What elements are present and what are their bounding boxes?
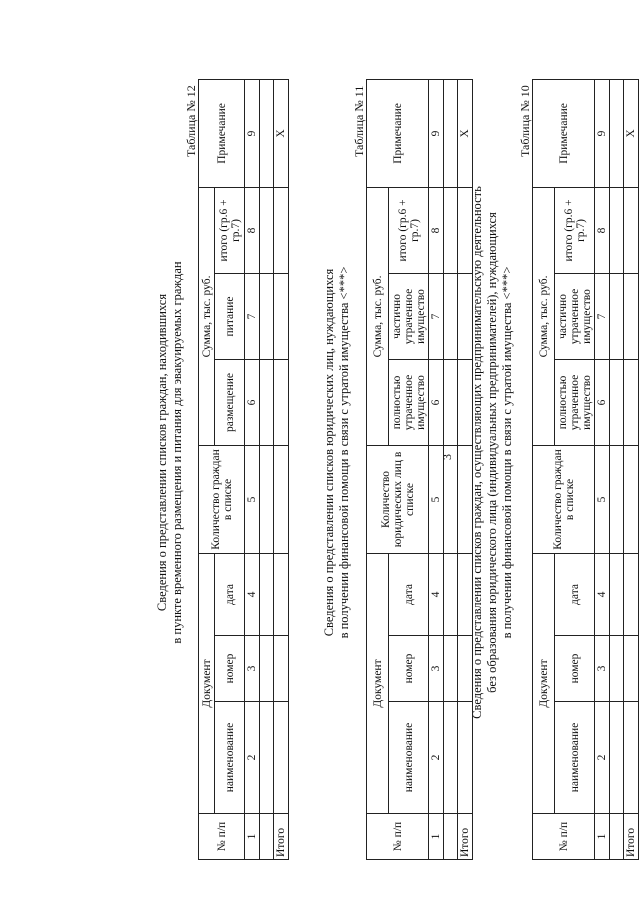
empty-cell	[458, 636, 473, 702]
empty-cell	[610, 814, 624, 860]
empty-cell	[444, 359, 458, 445]
hdr-name: наименование	[389, 702, 429, 814]
hdr-note: Примечание	[199, 79, 245, 187]
empty-cell	[610, 702, 624, 814]
hdr-sum: Сумма, тыс. руб.	[367, 187, 389, 445]
hdr-count: Количество граждан в списке	[533, 445, 595, 553]
empty-cell	[260, 273, 274, 359]
empty-cell	[274, 636, 289, 702]
hdr-partial: питание	[215, 273, 245, 359]
empty-cell	[274, 445, 289, 553]
empty-cell	[260, 445, 274, 553]
col-number: 5	[245, 445, 260, 553]
hdr-num: № п/п	[199, 814, 245, 860]
col-number: 3	[595, 636, 610, 702]
empty-cell	[610, 273, 624, 359]
col-number: 3	[245, 636, 260, 702]
col-number: 8	[245, 187, 260, 273]
empty-cell	[260, 636, 274, 702]
section3-table	[198, 79, 289, 860]
col-number: 8	[429, 187, 444, 273]
col-number: 3	[429, 636, 444, 702]
col-number: 7	[429, 273, 444, 359]
section3-title-line-1: Сведения о представлении списков граждан, находившихся	[155, 293, 169, 612]
empty-cell	[274, 273, 289, 359]
section2-title-line-2: в получении финансовой помощи в связи с утратой имущества <***>	[337, 266, 351, 639]
empty-cell	[624, 359, 639, 445]
col-number: 4	[429, 553, 444, 635]
empty-cell	[610, 636, 624, 702]
empty-cell	[260, 553, 274, 635]
col-number: 4	[245, 553, 260, 635]
total-mark: X	[274, 79, 289, 187]
hdr-sum: Сумма, тыс. руб.	[199, 187, 215, 445]
col-number: 6	[245, 359, 260, 445]
empty-cell	[624, 187, 639, 273]
total-label: Итого	[624, 814, 639, 860]
empty-cell	[260, 359, 274, 445]
hdr-document: Документ	[367, 553, 389, 813]
total-label: Итого	[274, 814, 289, 860]
col-number: 7	[245, 273, 260, 359]
col-number: 5	[595, 445, 610, 553]
col-number: 4	[595, 553, 610, 635]
empty-cell	[624, 553, 639, 635]
col-number: 9	[429, 79, 444, 187]
page-number: 3	[440, 454, 454, 460]
hdr-note: Примечание	[533, 79, 595, 187]
hdr-number: номер	[215, 636, 245, 702]
section2-table-label: Таблица № 11	[352, 85, 366, 157]
section3-title-line-2: в пункте временного размещения и питания для эвакуируемых граждан	[170, 261, 184, 644]
empty-cell	[444, 273, 458, 359]
section1-table-label: Таблица № 10	[518, 85, 532, 157]
col-number: 7	[595, 273, 610, 359]
hdr-num: № п/п	[367, 814, 429, 860]
hdr-partial: частично утраченное имущество	[555, 273, 595, 359]
hdr-total: итого (гр.6 + гр.7)	[389, 187, 429, 273]
empty-cell	[260, 79, 274, 187]
col-number: 6	[595, 359, 610, 445]
section1-table	[532, 79, 639, 860]
hdr-document: Документ	[533, 553, 555, 813]
hdr-date: дата	[215, 553, 245, 635]
empty-cell	[610, 187, 624, 273]
empty-cell	[458, 273, 473, 359]
col-number: 9	[245, 79, 260, 187]
empty-cell	[624, 702, 639, 814]
empty-cell	[260, 187, 274, 273]
section1-title-line-1: Сведения о представлении списков граждан, осуществляющих предпринимательскую деятельность	[470, 186, 484, 719]
hdr-count: Количество граждан в списке	[199, 445, 245, 553]
section1-title-line-2: без образования юридического лица (индивидуальных предпринимателей), нуждающихся	[485, 212, 499, 693]
empty-cell	[624, 636, 639, 702]
empty-cell	[458, 553, 473, 635]
section1-title-line-3: в получении финансовой помощи в связи с утратой имущества <***>	[500, 266, 514, 639]
empty-cell	[274, 359, 289, 445]
empty-cell	[274, 553, 289, 635]
hdr-name: наименование	[555, 702, 595, 814]
empty-cell	[444, 702, 458, 814]
empty-cell	[458, 187, 473, 273]
col-number: 9	[595, 79, 610, 187]
hdr-partial: частично утраченное имущество	[389, 273, 429, 359]
col-number: 1	[245, 814, 260, 860]
empty-cell	[610, 445, 624, 553]
total-mark: X	[624, 79, 639, 187]
empty-cell	[624, 445, 639, 553]
col-number: 8	[595, 187, 610, 273]
hdr-num: № п/п	[533, 814, 595, 860]
empty-cell	[444, 187, 458, 273]
empty-cell	[260, 814, 274, 860]
empty-cell	[444, 445, 458, 553]
total-label: Итого	[458, 814, 473, 860]
hdr-date: дата	[555, 553, 595, 635]
col-number: 2	[595, 702, 610, 814]
hdr-number: номер	[389, 636, 429, 702]
col-number: 2	[245, 702, 260, 814]
empty-cell	[274, 187, 289, 273]
empty-cell	[610, 553, 624, 635]
hdr-sum: Сумма, тыс. руб.	[533, 187, 555, 445]
empty-cell	[444, 814, 458, 860]
hdr-number: номер	[555, 636, 595, 702]
empty-cell	[458, 702, 473, 814]
empty-cell	[624, 273, 639, 359]
empty-cell	[458, 359, 473, 445]
col-number: 1	[595, 814, 610, 860]
empty-cell	[444, 553, 458, 635]
hdr-date: дата	[389, 553, 429, 635]
hdr-total: итого (гр.6 + гр.7)	[215, 187, 245, 273]
empty-cell	[458, 445, 473, 553]
total-mark: X	[458, 79, 473, 187]
hdr-total: итого (гр.6 + гр.7)	[555, 187, 595, 273]
hdr-full: полностью утраченное имущество	[555, 359, 595, 445]
empty-cell	[274, 702, 289, 814]
section2-title-line-1: Сведения о представлении списков юридических лиц, нуждающихся	[322, 268, 336, 637]
empty-cell	[444, 636, 458, 702]
empty-cell	[260, 702, 274, 814]
empty-cell	[444, 79, 458, 187]
hdr-full: размещение	[215, 359, 245, 445]
hdr-document: Документ	[199, 553, 215, 813]
col-number: 1	[429, 814, 444, 860]
empty-cell	[610, 359, 624, 445]
empty-cell	[610, 79, 624, 187]
hdr-name: наименование	[215, 702, 245, 814]
section2-table	[366, 79, 473, 860]
hdr-note: Примечание	[367, 79, 429, 187]
section3-table-label: Таблица № 12	[184, 85, 198, 157]
col-number: 6	[429, 359, 444, 445]
col-number: 2	[429, 702, 444, 814]
col-number: 5	[429, 445, 444, 553]
hdr-count: Количество юридических лиц в списке	[367, 445, 429, 553]
hdr-full: полностью утраченное имущество	[389, 359, 429, 445]
